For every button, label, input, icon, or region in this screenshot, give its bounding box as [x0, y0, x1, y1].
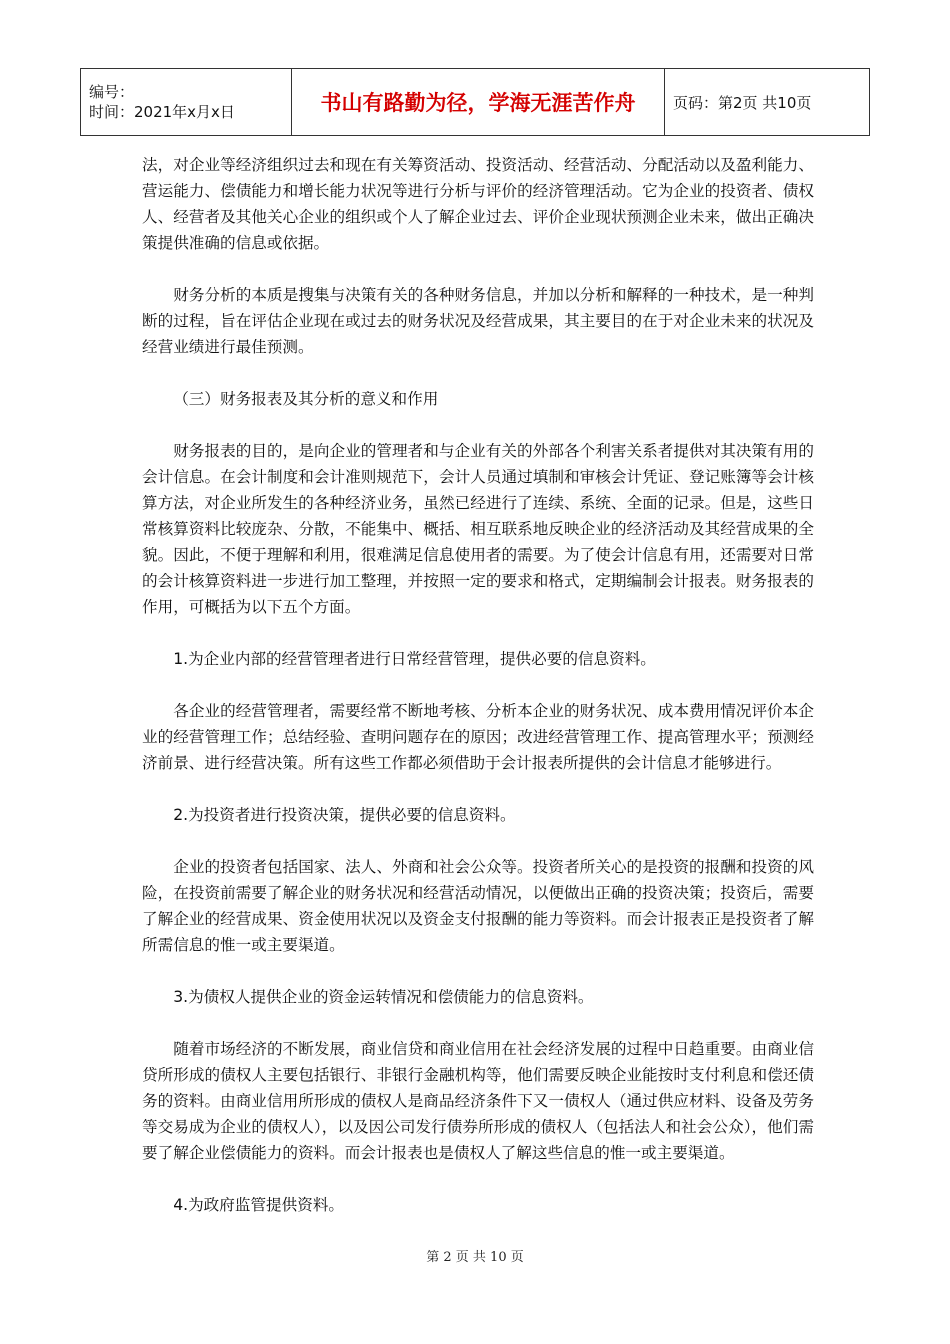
paragraph: 企业的投资者包括国家、法人、外商和社会公众等。投资者所关心的是投资的报酬和投资的风险，在投资前需要了解企业的财务状况和经营活动情况，以便做出正确的投资决策；投资后，需要了解企业的经营成果、资金使用状况以及资金支付报酬的能力等资料。而会计报表正是投资者了解所需信息的惟一或主要渠道。: [142, 858, 814, 954]
paragraph: 财务报表的目的，是向企业的管理者和与企业有关的外部各个利害关系者提供对其决策有用的会计信息。在会计制度和会计准则规范下，会计人员通过填制和审核会计凭证、登记账簿等会计核算方法，对企业所发生的各种经济业务，虽然已经进行了连续、系统、全面的记录。但是，这些日常核算资料比较庞杂、分散，不能集中、概括、相互联系地反映企业的经济活动及其经营成果的全貌。因此，不便于理解和利用，很难满足信息使用者的需要。为了使会计信息有用，还需要对日常的会计核算资料进一步进行加工整理，并按照一定的要求和格式，定期编制会计报表。财务报表的作用，可概括为以下五个方面。: [142, 442, 814, 616]
paragraph: 财务分析的本质是搜集与决策有关的各种财务信息，并加以分析和解释的一种技术，是一种判断的过程，旨在评估企业现在或过去的财务状况及经营成果，其主要目的在于对企业未来的状况及经营业绩进行最佳预测。: [142, 286, 814, 356]
page-header: [80, 68, 870, 136]
header-motto: 书山有路勤为径，学海无涯苦作舟: [292, 69, 665, 136]
date-label: 时间：2021年x月x日: [89, 103, 235, 121]
header-meta: [81, 69, 292, 136]
paragraph-continuation: 法，对企业等经济组织过去和现在有关筹资活动、投资活动、经营活动、分配活动以及盈利能力、营运能力、偿债能力和增长能力状况等进行分析与评价的经济管理活动。它为企业的投资者、债权人、经营者及其他关心企业的组织或个人了解企业过去、评价企业现状预测企业未来，做出正确决策提供准确的信息或依据。: [142, 156, 814, 252]
section-heading: （三）财务报表及其分析的意义和作用: [173, 390, 439, 408]
page-footer: 第 2 页 共 10 页: [426, 1250, 524, 1265]
document-body: [142, 152, 814, 1218]
list-heading-1: 1.为企业内部的经营管理者进行日常经营管理，提供必要的信息资料。: [173, 650, 656, 668]
list-heading-4: 4.为政府监管提供资料。: [173, 1196, 345, 1214]
serial-number-label: 编号：: [89, 83, 135, 101]
list-heading-3: 3.为债权人提供企业的资金运转情况和偿债能力的信息资料。: [173, 988, 594, 1006]
list-heading-2: 2.为投资者进行投资决策，提供必要的信息资料。: [173, 806, 516, 824]
paragraph: 各企业的经营管理者，需要经常不断地考核、分析本企业的财务状况、成本费用情况评价本企业的经营管理工作；总结经验、查明问题存在的原因；改进经营管理工作、提高管理水平；预测经济前景、进行经营决策。所有这些工作都必须借助于会计报表所提供的会计信息才能够进行。: [142, 702, 814, 772]
header-page-info: 页码：第2页 共10页: [665, 69, 870, 136]
paragraph: 随着市场经济的不断发展，商业信贷和商业信用在社会经济发展的过程中日趋重要。由商业信贷所形成的债权人主要包括银行、非银行金融机构等，他们需要反映企业能按时支付利息和偿还债务的资料。由商业信用所形成的债权人是商品经济条件下又一债权人（通过供应材料、设备及劳务等交易成为企业的债权人），以及因公司发行债券所形成的债权人（包括法人和社会公众），他们需要了解企业偿债能力的资料。而会计报表也是债权人了解这些信息的惟一或主要渠道。: [142, 1040, 814, 1162]
